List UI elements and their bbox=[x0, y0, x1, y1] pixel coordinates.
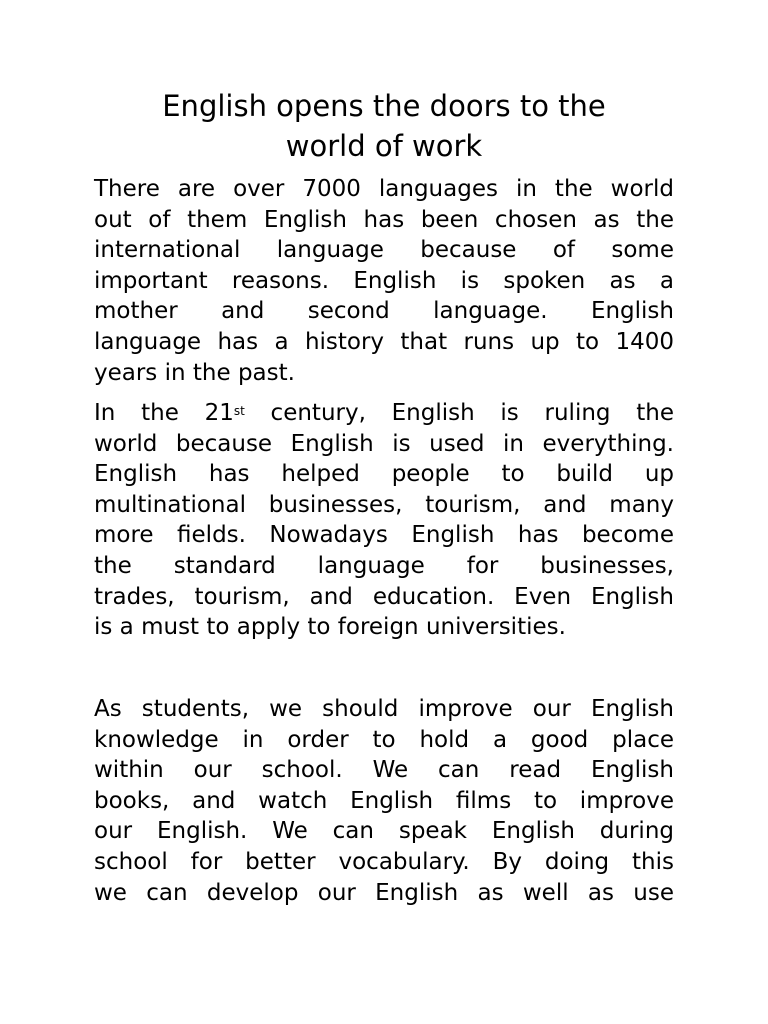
paragraph-line: out of them English has been chosen as the bbox=[94, 206, 674, 233]
paragraph-line: As students, we should improve our English bbox=[94, 696, 674, 722]
paragraph-line: knowledge in order to hold a good place bbox=[94, 726, 674, 753]
paragraph-line: our English. We can speak English during bbox=[94, 818, 674, 845]
paragraph-line: within our school. We can read English bbox=[94, 757, 674, 784]
paragraph-line: mother and second language. English bbox=[94, 298, 674, 325]
title-line-1: English opens the doors to the bbox=[162, 89, 606, 123]
paragraph-line: international language because of some bbox=[94, 237, 674, 264]
ordinal-suffix: st bbox=[233, 404, 245, 418]
paragraph-1 bbox=[94, 174, 674, 388]
paragraph-line: language has a history that runs up to 1400 bbox=[94, 328, 674, 355]
paragraph-2 bbox=[94, 398, 674, 643]
paragraph-line: we can develop our English as well as use bbox=[94, 879, 674, 906]
paragraph-line: is a must to apply to foreign universities. bbox=[94, 614, 566, 641]
title-line-2: world of work bbox=[285, 129, 483, 163]
paragraph-line: trades, tourism, and education. Even English bbox=[94, 583, 674, 610]
paragraph-line: English has helped people to build up bbox=[94, 461, 674, 488]
paragraph-line: important reasons. English is spoken as a bbox=[94, 267, 674, 294]
page-title bbox=[94, 86, 674, 166]
text-run: In the 21 bbox=[94, 400, 234, 426]
paragraph-line: more fields. Nowadays English has become bbox=[94, 522, 674, 549]
paragraph-line: the standard language for businesses, bbox=[94, 552, 674, 579]
paragraph-line: years in the past. bbox=[94, 359, 295, 386]
paragraph-3 bbox=[94, 694, 674, 908]
text-run: century, English is ruling the bbox=[244, 400, 674, 426]
paragraph-line: multinational businesses, tourism, and many bbox=[94, 491, 674, 518]
paragraph-line: school for better vocabulary. By doing this bbox=[94, 848, 674, 875]
paragraph-line: There are over 7000 languages in the world bbox=[94, 176, 674, 202]
paragraph-first-line bbox=[94, 398, 674, 429]
paragraph-line: books, and watch English films to improve bbox=[94, 787, 674, 814]
paragraph-line: world because English is used in everything. bbox=[94, 430, 674, 457]
